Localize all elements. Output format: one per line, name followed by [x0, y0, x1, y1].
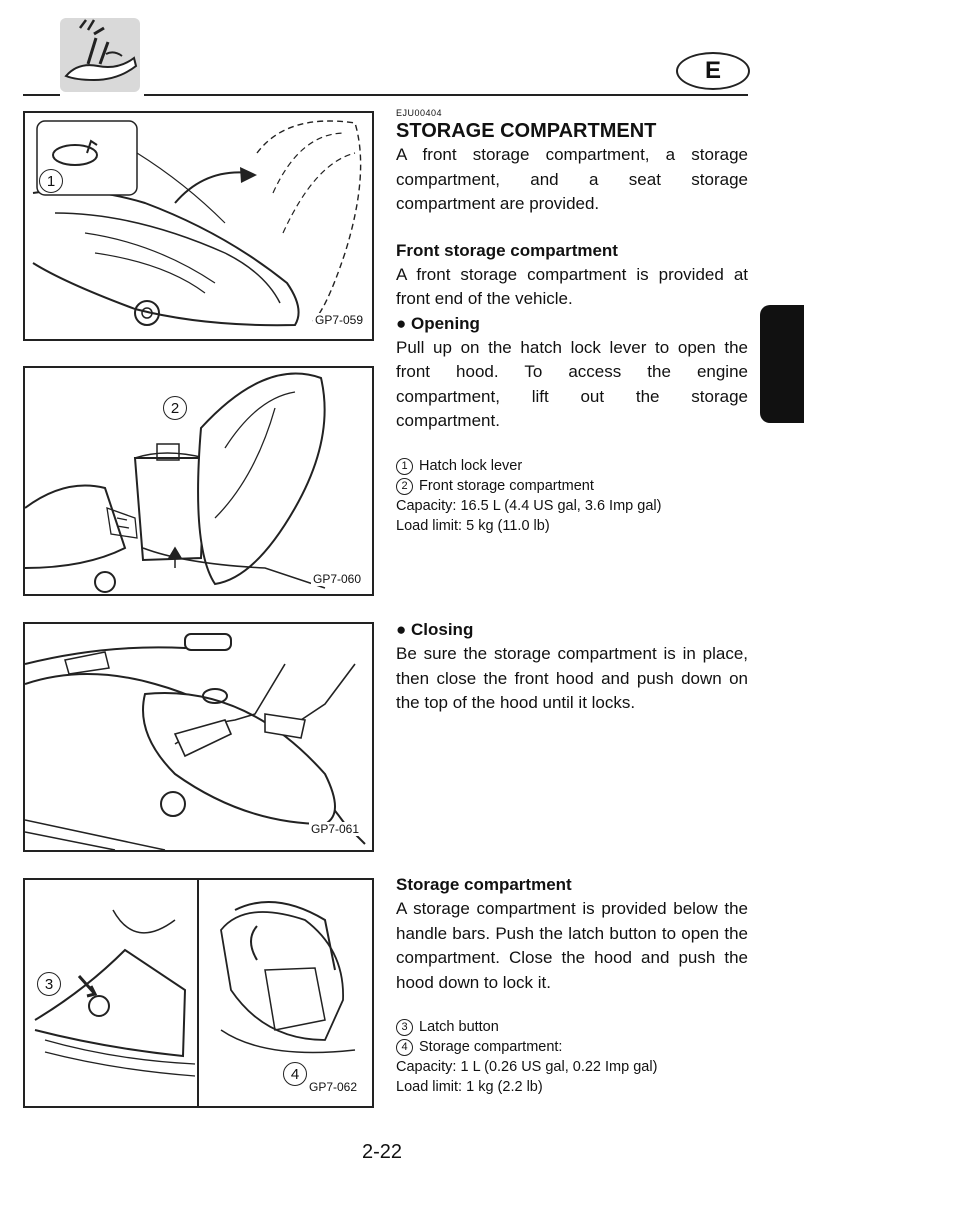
language-badge: E — [676, 52, 750, 90]
opening-heading: ● Opening — [396, 313, 480, 333]
header-rule-right — [144, 94, 748, 96]
front-compartment-heading: Front storage compartment — [396, 240, 618, 260]
storage-compartment-heading: Storage compartment — [396, 875, 572, 894]
front-capacity: Capacity: 16.5 L (4.4 US gal, 3.6 Imp gal) — [396, 497, 662, 514]
illustration-hands-closing-hood — [25, 624, 372, 850]
legend-item — [396, 456, 748, 476]
figure-code: GP7-061 — [311, 822, 360, 836]
section-title: STORAGE COMPARTMENT — [396, 120, 657, 142]
illustration-front-hood-open — [25, 113, 372, 339]
text-block-storage-compartment — [396, 873, 748, 1097]
closing-text: Be sure the storage compartment is in place, then close the front hood and push down on the top of the hood until it locks. — [396, 644, 748, 712]
figure-code: GP7-059 — [315, 313, 364, 327]
callout-3: 3 — [37, 972, 61, 996]
legend-label: Front storage compartment — [419, 477, 594, 494]
figure-code: GP7-062 — [309, 1080, 358, 1094]
section-thumb-tab — [760, 305, 804, 423]
figure-front-storage-compartment — [23, 366, 374, 596]
figure-closing-front-hood — [23, 622, 374, 852]
storage-capacity: Capacity: 1 L (0.26 US gal, 0.22 Imp gal) — [396, 1059, 658, 1075]
watercraft-pictogram-icon — [58, 14, 144, 94]
closing-heading-text: Closing — [411, 620, 474, 639]
header-rule-left — [23, 94, 60, 96]
header-logo — [58, 14, 144, 94]
text-block-closing — [396, 618, 748, 716]
legend-label: Storage compartment: — [419, 1039, 563, 1055]
page-number: 2-22 — [362, 1141, 403, 1163]
callout-4: 4 — [283, 1062, 307, 1086]
text-block-front-compartment — [396, 108, 748, 536]
legend-number: 4 — [396, 1039, 413, 1056]
figure-storage-compartment — [23, 878, 374, 1108]
legend-number: 2 — [396, 478, 413, 495]
section-intro: A front storage compartment, a storage compartment, and a seat storage compartment are provided. — [396, 145, 748, 213]
front-compartment-text: A front storage compartment is provided at front end of the vehicle. — [396, 264, 748, 308]
callout-1: 1 — [39, 169, 63, 193]
figure-hatch-lock-lever — [23, 111, 374, 341]
front-load-limit: Load limit: 5 kg (11.0 lb) — [396, 517, 550, 534]
illustration-latch-and-storage-compartment — [25, 880, 372, 1106]
legend-item — [396, 1037, 748, 1057]
closing-heading: ● Closing — [396, 620, 474, 639]
legend-label: Latch button — [419, 1019, 499, 1035]
document-code: EJU00404 — [396, 108, 443, 118]
legend-item — [396, 476, 748, 496]
legend-number: 1 — [396, 458, 413, 475]
figure-code: GP7-060 — [313, 572, 362, 586]
legend-label: Hatch lock lever — [419, 457, 523, 474]
storage-load-limit: Load limit: 1 kg (2.2 lb) — [396, 1079, 543, 1095]
opening-heading-text: Opening — [411, 313, 480, 333]
opening-text: Pull up on the hatch lock lever to open the front hood. To access the engine compartment, lift out the storage compartment. — [396, 337, 748, 430]
illustration-storage-bin-removal — [25, 368, 372, 594]
legend-number: 3 — [396, 1019, 413, 1036]
storage-compartment-text: A storage compartment is provided below the handle bars. Push the latch button to open the compartment. Close the hood and push the hood down to lock it. — [396, 899, 748, 992]
legend-item — [396, 1017, 748, 1037]
callout-2: 2 — [163, 396, 187, 420]
